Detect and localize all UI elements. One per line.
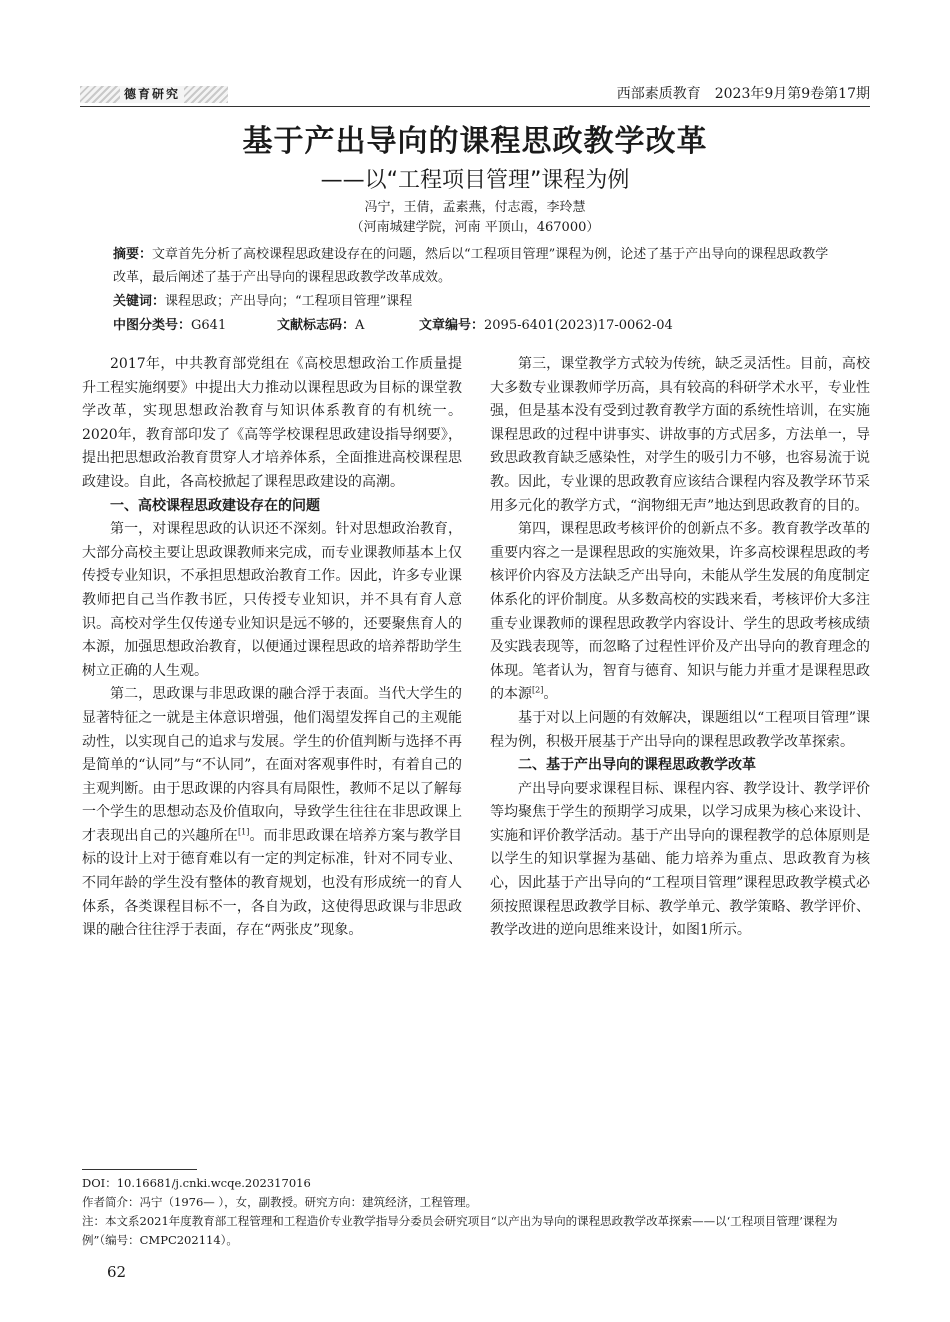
author-list: 冯宁，王倩，孟素燕，付志霞，李玲慧: [364, 200, 586, 215]
abstract: [113, 243, 835, 289]
paragraph: 产出导向要求课程目标、课程内容、教学设计、教学评价等均聚焦于学生的预期学习成果，以学习成果为核心来设计、实施和评价教学活动。基于产出导向的课程教学的总体原则是以学生的知识掌握为基础、能力培养为重点、思政教育为核心，因此基于产出导向的“工程项目管理”课程思政教学模式必须按照课程思政教学目标、教学单元、教学策略、教学评价、教学改进的逆向思维来设计，如图1所示。: [490, 780, 870, 939]
article-number: 文章编号：2095-6401(2023)17-0062-04: [419, 318, 673, 333]
paragraph: 基于对以上问题的有效解决，课题组以“工程项目管理”课程为例，积极开展基于产出导向的课程思政教学改革探索。: [490, 709, 870, 750]
author-intro: 作者简介：冯宁（1976— ），女，副教授。研究方向：建筑经济，工程管理。: [82, 1195, 478, 1209]
citation: [1]: [237, 827, 250, 837]
footnotes: [82, 1174, 872, 1250]
article-subtitle: ——以“工程项目管理”课程为例: [320, 168, 630, 193]
document-code: 文献标志码：A: [277, 318, 365, 333]
affiliation: （河南城建学院，河南 平顶山，467000）: [350, 220, 600, 235]
citation: [2]: [532, 685, 544, 695]
paragraph: 第二，思政课与非思政课的融合浮于表面。当代大学生的显著特征之一就是主体意识增强，他们渴望发挥自己的主观能动性，以实现自己的追求与发展。学生的价值判断与选择不再是简单的“认同”与“不认同”，在面对客观事件时，有着自己的主观判断。由于思政课的内容具有局限性，教师不足以了解每一个学生的思想动态及价值取向，导致学生往往在非思政课上才表现出自己的兴趣所在[1]。而非思政课在培养方案与教学目标的设计上对于德育难以有一定的判定标准，针对不同专业、不同年龄的学生没有整体的教育规划，也没有形成统一的育人体系，各类课程目标不一，各自为政，这使得思政课与非思政课的融合往往浮于表面，存在“两张皮”现象。: [82, 686, 463, 939]
journal-info: 西部素质教育 2023年9月第9卷第17期: [616, 86, 870, 102]
body-column-right: [490, 353, 870, 943]
page-number: 62: [107, 1263, 127, 1281]
section-heading: 一、高校课程思政建设存在的问题: [110, 497, 320, 514]
header-rule: [80, 106, 870, 107]
funding-note: 注：本文系2021年度教育部工程管理和工程造价专业教学指导分委员会研究项目“以产出为导向的课程思政教学改革探索——以‘工程项目管理’课程为例”（编号：CMPC202114）。: [82, 1214, 838, 1247]
keywords-label: 关键词：: [113, 294, 166, 309]
section-heading: 二、基于产出导向的课程思政教学改革: [518, 757, 756, 774]
keywords: [113, 290, 835, 313]
section-tag: [80, 86, 228, 103]
footnote-rule: [82, 1169, 197, 1170]
article-title: 基于产出导向的课程思政教学改革: [242, 124, 708, 159]
clc-code: 中图分类号：G641: [113, 318, 227, 333]
keywords-text: 课程思政；产出导向；“工程项目管理”课程: [165, 294, 413, 309]
section-label: 德育研究: [120, 86, 184, 103]
paragraph: 第三，课堂教学方式较为传统，缺乏灵活性。目前，高校大多数专业课教师学历高，具有较高的科研学术水平，专业性强，但是基本没有受到过教育教学方面的系统性培训，在实施课程思政的过程中讲事实、讲故事的方式居多，方法单一，导致思政教育缺乏感染性，对学生的吸引力不够，也容易流于说教。因此，专业课的思政教育应该结合课程内容及教学环节采用多元化的教学方式，“润物细无声”地达到思政教育的目的。: [490, 356, 870, 514]
abstract-text: 文章首先分析了高校课程思政建设存在的问题，然后以“工程项目管理”课程为例，论述了基于产出导向的课程思政教学改革，最后阐述了基于产出导向的课程思政教学改革成效。: [113, 247, 829, 285]
abstract-label: 摘要：: [113, 247, 153, 262]
running-header: [80, 84, 870, 106]
paragraph: 2017年，中共教育部党组在《高校思想政治工作质量提升工程实施纲要》中提出大力推动以课程思政为目标的课堂教学改革，实现思想政治教育与知识体系教育的有机统一。2020年，教育部印发了《高等学校课程思政建设指导纲要》，提出把思想政治教育贯穿人才培养体系，全面推进高校课程思政建设。自此，各高校掀起了课程思政建设的高潮。: [82, 356, 462, 490]
body-column-left: [82, 353, 462, 943]
paragraph: 第一，对课程思政的认识还不深刻。针对思想政治教育，大部分高校主要让思政课教师来完成，而专业课教师基本上仅传授专业知识，不承担思想政治教育工作。因此，许多专业课教师把自己当作教书匠，只传授专业知识，并不具有育人意识。高校对学生仅传递专业知识是远不够的，还要聚焦育人的本源，加强思想政治教育，以便通过课程思政的培养帮助学生树立正确的人生观。: [82, 521, 462, 679]
paragraph: 第四，课程思政考核评价的创新点不多。教育教学改革的重要内容之一是课程思政的实施效果，许多高校课程思政的考核评价内容及方法缺乏产出导向，未能从学生发展的角度制定体系化的评价制度。从多数高校的实践来看，考核评价大多注重专业课教师的课程思政教学内容设计、学生的思政考核成绩及实践表现等，而忽略了过程性评价及产出导向的教育理念的体现。笔者认为，智育与德育、知识与能力并重才是课程思政的本源[2]。: [490, 521, 870, 703]
doi: DOI：10.16681/j.cnki.wcqe.202317016: [82, 1176, 311, 1190]
